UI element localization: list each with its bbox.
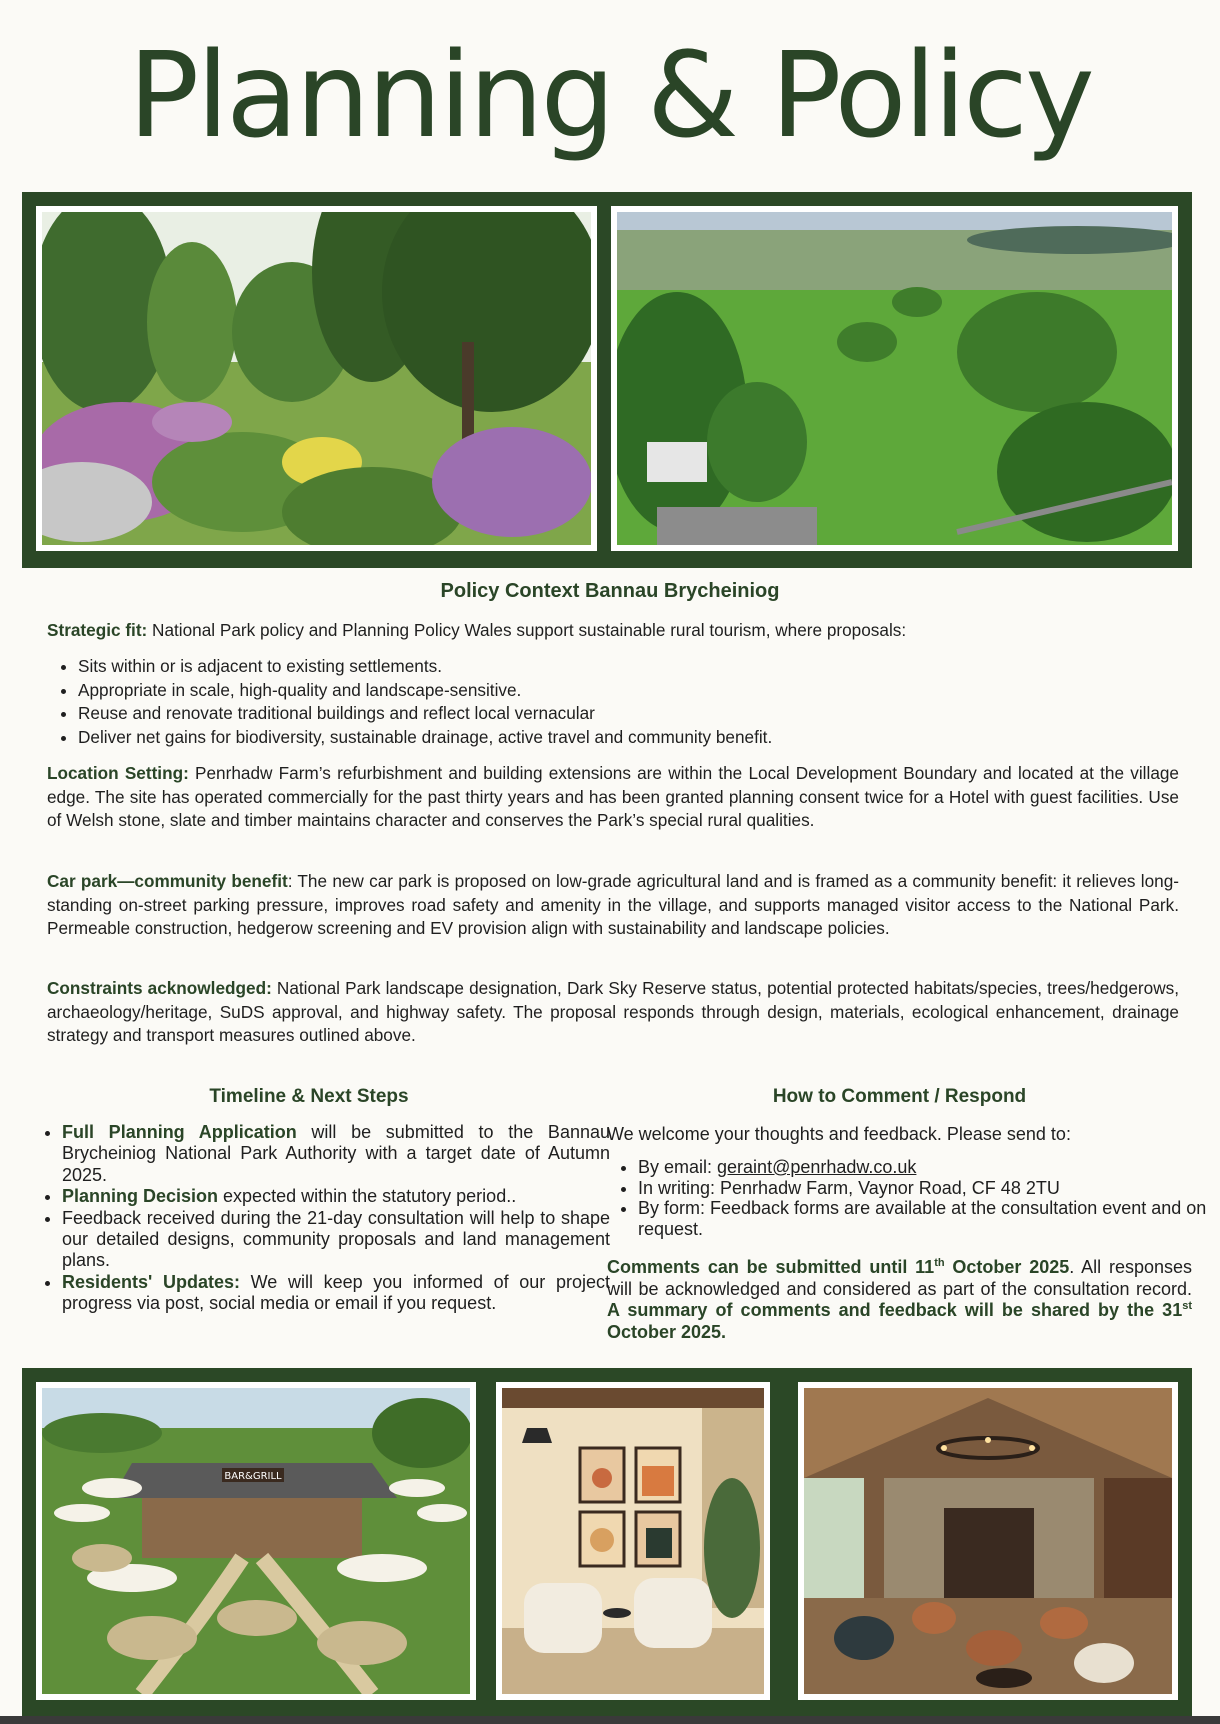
strategic-fit-label: Strategic fit: xyxy=(47,620,148,640)
list-item xyxy=(62,1186,610,1207)
page-title: Planning & Policy xyxy=(128,26,1092,164)
constraints-paragraph xyxy=(47,977,1179,1048)
constraints-text: National Park landscape designation, Dark Sky Reserve status, potential protected habitats/species, trees/hedgerows, archaeology/heritage, SuDS approval, and highway safety. The proposal responds through design, materials, ecological enhancement, drainage strategy and transport measures outlined above. xyxy=(47,978,1179,1045)
strategic-fit-paragraph xyxy=(47,619,1179,643)
list-item xyxy=(62,1208,610,1272)
list-item xyxy=(62,1122,610,1186)
comment-heading: How to Comment / Respond xyxy=(772,1086,1027,1107)
email-prefix: By email: xyxy=(638,1157,718,1177)
lounge-chairs-photo xyxy=(496,1382,770,1700)
list-item: • In writing: Penrhadw Farm, Vaynor Road, CF 48 2TU xyxy=(638,1178,1220,1199)
location-label: Location Setting: xyxy=(47,763,189,783)
list-item: • Sits within or is adjacent to existing settlements. xyxy=(78,655,1210,679)
bottom-photo-band xyxy=(22,1368,1192,1718)
list-item xyxy=(62,1272,610,1315)
list-item: • Appropriate in scale, high-quality and landscape-sensitive. xyxy=(78,679,1210,703)
comment-intro: We welcome your thoughts and feedback. Please send to: xyxy=(607,1124,1071,1144)
garden-photo xyxy=(36,206,597,551)
hall-illustration xyxy=(804,1388,1172,1694)
email-link[interactable]: geraint@penrhadw.co.uk xyxy=(717,1157,917,1177)
hall-interior-photo xyxy=(798,1382,1178,1700)
timeline-item-label: Planning Decision xyxy=(62,1186,219,1207)
list-item: • By form: Feedback forms are available at the consultation event and on request. xyxy=(638,1198,1220,1239)
list-item: • Deliver net gains for biodiversity, sustainable drainage, active travel and community benefit. xyxy=(78,726,1210,750)
garden-illustration xyxy=(42,212,591,545)
strategic-fit-text: National Park policy and Planning Policy Wales support sustainable rural tourism, where proposals: xyxy=(147,620,907,640)
constraints-label: Constraints acknowledged: xyxy=(47,978,272,998)
carpark-label: Car park—community benefit xyxy=(47,871,288,891)
timeline-item-text: expected within the statutory period.. xyxy=(218,1186,517,1207)
deadline-rest: . All responses will be acknowledged and considered as part of the consultation record. xyxy=(607,1257,1193,1299)
timeline-list xyxy=(40,1122,610,1315)
timeline-item-label: Full Planning Application xyxy=(62,1122,297,1142)
timeline-item-text: Feedback received during the 21-day consultation will help to shape our detailed designs, community proposals and land management plans. xyxy=(62,1207,610,1271)
summary-text: A summary of comments and feedback will be shared by the 31st October 2025. xyxy=(607,1300,1192,1342)
location-paragraph xyxy=(47,762,1179,833)
timeline-heading: Timeline & Next Steps xyxy=(209,1086,409,1107)
bar-grill-illustration xyxy=(42,1388,470,1694)
aerial-farm-photo xyxy=(611,206,1178,551)
location-text: Penrhadw Farm’s refurbishment and building extensions are within the Local Development Boundary and located at the village edge. The site has operated commercially for the past thirty years and has been granted planning consent twice for a Hotel with guest facilities. Use of Welsh stone, slate and timber maintains character and conserves the Park’s special rural qualities. xyxy=(47,763,1179,830)
timeline-item-text: will be submitted to the Bannau Brycheiniog National Park Authority with a target date of Autumn 2025. xyxy=(62,1122,610,1185)
strategic-bullets xyxy=(47,655,1210,749)
list-item xyxy=(638,1157,1220,1178)
aerial-illustration xyxy=(617,212,1172,545)
deadline-note xyxy=(607,1257,1192,1343)
lounge-illustration xyxy=(502,1388,764,1694)
list-item: • Reuse and renovate traditional buildings and reflect local vernacular xyxy=(78,702,1210,726)
bar-sign: BAR&GRILL xyxy=(224,1471,282,1482)
policy-heading: Policy Context Bannau Brycheiniog xyxy=(440,580,780,602)
timeline-item-text: We will keep you informed of our project progress via post, social media or email if you request. xyxy=(62,1271,610,1314)
deadline-text: Comments can be submitted until 11th October 2025 xyxy=(607,1257,1070,1277)
bottom-edge-bar xyxy=(0,1716,1220,1724)
timeline-item-label: Residents' Updates: xyxy=(62,1271,240,1292)
comment-methods xyxy=(607,1157,1220,1239)
top-photo-band xyxy=(22,192,1192,568)
carpark-text: : The new car park is proposed on low-grade agricultural land and is framed as a community benefit: it relieves long-standing on-street parking pressure, improves road safety and amenity in the village, and supports managed visitor access to the National Park. Permeable construction, hedgerow screening and EV provision align with sustainability and landscape policies. xyxy=(47,871,1179,938)
carpark-paragraph xyxy=(47,870,1179,941)
bar-grill-photo xyxy=(36,1382,476,1700)
